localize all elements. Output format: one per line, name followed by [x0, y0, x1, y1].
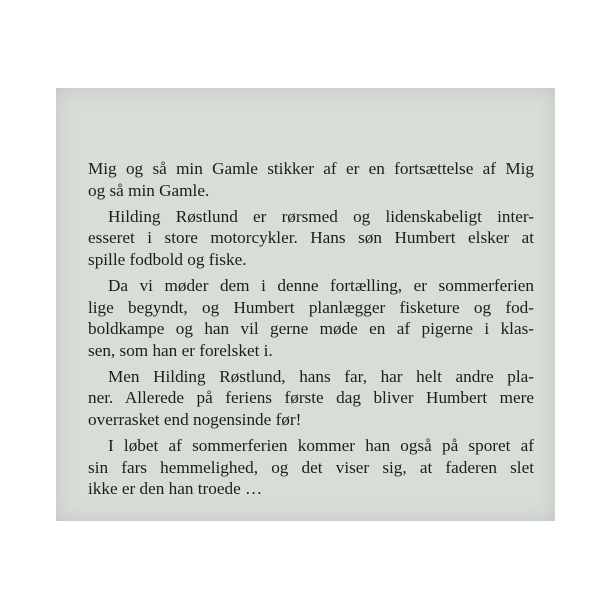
paragraph-2	[88, 206, 534, 271]
text-line: og så min Gamle.	[88, 180, 210, 200]
text-line: sen, som han er forelsket i.	[88, 340, 273, 360]
text-line: boldkampe og han vil gerne møde en af pigerne i klas-	[88, 319, 534, 339]
book-back-cover	[56, 88, 555, 521]
text-line: Men Hilding Røstlund, hans far, har helt andre pla-	[108, 366, 534, 386]
text-line: spille fodbold og fiske.	[88, 249, 247, 269]
paragraph-4	[88, 366, 534, 431]
text-line: sin fars hemmelighed, og det viser sig, at faderen slet	[88, 457, 534, 477]
text-line: esseret i store motorcykler. Hans søn Humbert elsker at	[88, 228, 534, 248]
paragraph-3	[88, 275, 534, 361]
text-line: lige begyndt, og Humbert planlægger fisketure og fod-	[88, 297, 534, 317]
text-line: ikke er den han troede …	[88, 479, 263, 499]
text-line: ner. Allerede på feriens første dag bliver Humbert mere	[88, 388, 534, 408]
text-line: Mig og så min Gamle stikker af er en fortsættelse af Mig	[88, 159, 534, 178]
text-line: overrasket end nogensinde før!	[88, 410, 302, 430]
text-line: Hilding Røstlund er rørsmed og lidenskabeligt inter-	[108, 206, 534, 226]
text-line: Da vi møder dem i denne fortælling, er sommerferien	[108, 275, 534, 295]
text-line: I løbet af sommerferien kommer han også på sporet af	[108, 436, 534, 456]
blurb-text	[88, 158, 534, 504]
paragraph-1	[88, 158, 534, 201]
paragraph-5	[88, 435, 534, 500]
